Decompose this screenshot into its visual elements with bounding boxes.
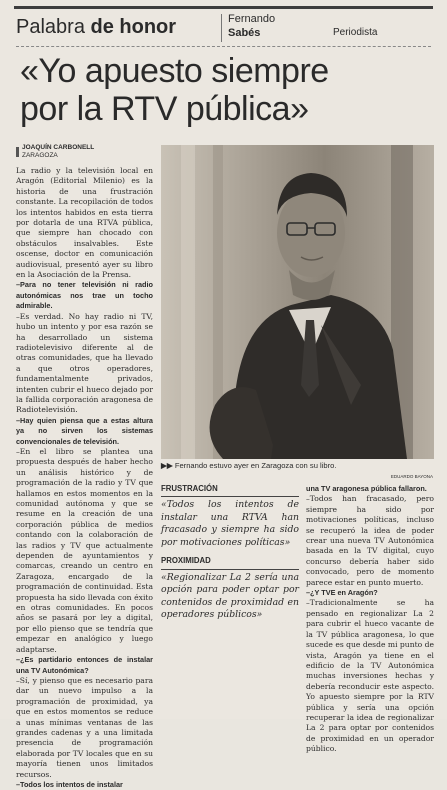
byline-city: ZARAGOZA	[22, 152, 58, 159]
interview-answer: –En el libro se plantea una propuesta después de haber hecho un análisis histórico y de programación de la radio y TV que hallamos en estos momentos en la comunidad autónoma y que se resume en la creación de una corporación pública de medios contando con la colaboración de las radios y TV que actualmente dependen de ayuntamientos y comarcas, creando un centro en Zaragoza, encargado de la programación de continuidad. Esta propuesta ha sido llevada con éxito en otras comunidades. En pocos años se pasará por ley a digital, por ello pienso que se tendría que empezar en analógico y luego adaptarse.	[16, 446, 153, 654]
interview-question: –¿Es partidario entonces de instalar una TV Autonómica?	[16, 655, 153, 675]
headline-line-1: «Yo apuesto siempre	[20, 52, 329, 90]
header-divider	[221, 14, 222, 42]
byline-marker	[16, 147, 19, 157]
photo-credit: EDUARDO BAYONA	[390, 474, 433, 479]
interview-question: –Para no tener televisión ni radio autonómicas nos trae un tocho admirable.	[16, 280, 153, 311]
headline	[20, 52, 440, 128]
columnist	[228, 12, 275, 40]
quote-box-heading: FRUSTRACIÓN	[161, 484, 299, 497]
interview-answer: –Todos han fracasado, pero siempre ha sido por motivaciones políticas, incluso se recuperó la idea de poder crear una nueva TV Autonómica basada en la TV digital, cuyo concurso debería haber sido convocado, pero de momento parece estar en punto muerto.	[306, 494, 434, 587]
header-dashed-divider	[16, 46, 431, 47]
article-column-3	[306, 484, 434, 754]
pull-quote: «Regionalizar La 2 sería una opción para poder optar por contenidos de proximidad en operadores públicos»	[161, 571, 299, 621]
interview-question: –Hay quien piensa que a estas altura ya no sirven los sistemas convencionales de televisión.	[16, 415, 153, 446]
quote-box-proximidad	[161, 556, 299, 621]
columnist-last-name: Sabés	[228, 27, 261, 39]
byline-name: JOAQUÍN CARBONELL	[22, 144, 95, 151]
article-lead: La radio y la televisión local en Aragón (Editorial Milenio) es la historia de una frustración constante. La recopilación de todos los intentos habidos en esta tierra por dotarla de una RTVA pública, que siempre han chocado con obstáculos insalvables. Este oscense, doctor en comunicación audiovisual, presentó ayer su libro en la Asociación de la Prensa.	[16, 166, 153, 280]
portrait-illustration	[161, 145, 434, 459]
interview-question: –Todos los intentos de instalar	[16, 779, 123, 789]
quote-box-frustracion	[161, 484, 299, 549]
caption-text: Fernando estuvo ayer en Zaragoza con su libro.	[174, 461, 337, 470]
interview-answer: –Tradicionalmente se ha pensado en regionalizar La 2 para cubrir el hueco vacante de la TV pública aragonesa, lo que sucede es que desde mi punto de vista, Aragón ya tiene en el edificio de la TV Autonómica muchas inversiones hechas y debería reconducir este aspecto. Yo apuesto siempre por la RTV pública y sería una opción recuperar la idea de regionalizar La 2 para optar por contenidos de proximidad en un operador público.	[306, 598, 434, 754]
section-title-bold: de honor	[90, 16, 177, 38]
interview-question: –¿Y TVE en Aragón?	[306, 588, 378, 598]
interview-answer: –Sí, y pienso que es necesario para dar un nuevo impulso a la programación de proximidad, ya que en estos momentos se reduce a unas mínimas ventanas de las grandes cadenas y a una limitada presencia de programación elaborada por TV locales que en su mayoría tienen unos limitados recursos.	[16, 675, 153, 779]
portrait-photo	[161, 145, 434, 459]
article-column-1	[16, 166, 153, 789]
interview-answer: –Es verdad. No hay radio ni TV, hubo un intento y por esa razón se ha desarrollado un sistema radiotelevisivo diferente al de otras comunidades, que ha llevado a que otros operadores, fundamentalmente privados, intenten cubrir el hueco dejado por la fallida corporación aragonesa de Radiotelevisión.	[16, 311, 153, 415]
pull-quote: «Todos los intentos de instalar una RTVA han fracasado y siempre ha sido por motivaciones políticas»	[161, 499, 299, 548]
top-rule	[14, 6, 433, 9]
interview-question: una TV aragonesa pública fallaron.	[306, 484, 427, 493]
byline	[22, 144, 94, 160]
columnist-first-name: Fernando	[228, 13, 276, 25]
quote-box-heading: PROXIMIDAD	[161, 556, 299, 569]
caption-marker: ▶▶	[161, 461, 173, 470]
headline-line-2: por la RTV pública»	[20, 90, 309, 128]
section-header	[16, 12, 432, 42]
sidebar-quotes	[161, 484, 299, 716]
section-title-regular: Palabra	[16, 16, 85, 38]
section-title	[16, 16, 176, 39]
columnist-role: Periodista	[333, 27, 378, 38]
photo-caption	[161, 461, 434, 470]
